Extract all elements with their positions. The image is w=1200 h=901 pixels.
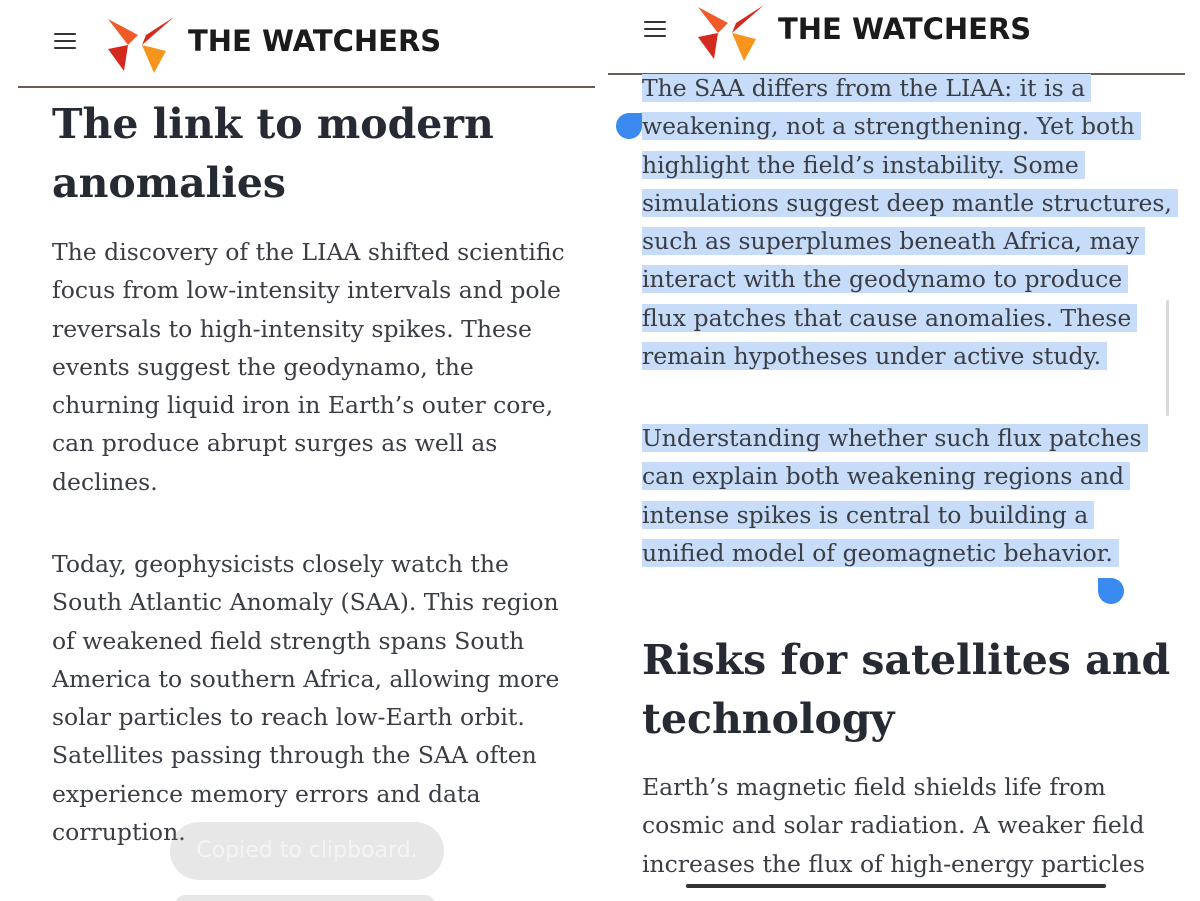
right-screenshot xyxy=(600,0,1200,901)
menu-icon[interactable] xyxy=(644,21,668,39)
header-divider xyxy=(18,86,595,88)
clipboard-toast: Copied to clipboard. xyxy=(170,822,444,880)
brand-name[interactable]: THE WATCHERS xyxy=(188,24,442,58)
paragraph-liaa: The discovery of the LIAA shifted scientific focus from low-intensity intervals and pole reversals to high-intensity spikes. These events suggest the geodynamo, the churning liquid iron in Earth’s outer core, can produce abrupt surges as well as declines. xyxy=(52,238,565,496)
selected-paragraph-flux-patches[interactable]: Understanding whether such flux patches can explain both weakening regions and intense spikes is central to building a unified model of geomagnetic behavior. xyxy=(642,419,1148,572)
watchers-logo-icon[interactable] xyxy=(696,3,766,61)
brand-name[interactable]: THE WATCHERS xyxy=(778,12,1032,46)
paragraph-saa: Today, geophysicists closely watch the South Atlantic Anomaly (SAA). This region of weakened field strength spans South America to southern Africa, allowing more solar particles to reach low-Earth orbit. Satellites passing through the SAA often experience memory errors and data corruption. xyxy=(52,550,560,847)
paragraph-magnetic-shield: Earth’s magnetic field shields life from cosmic and solar radiation. A weaker field increases the flux of high-energy particles xyxy=(642,773,1145,878)
watchers-logo-icon[interactable] xyxy=(106,15,176,73)
selection-end-handle[interactable] xyxy=(1098,578,1124,604)
navigation-gesture-bar[interactable] xyxy=(686,884,1106,888)
section-heading-risks: Risks for satellites and technology xyxy=(642,636,1171,743)
menu-icon[interactable] xyxy=(54,33,78,51)
toast-shadow xyxy=(175,895,435,901)
selected-paragraph-saa-vs-liaa[interactable]: The SAA differs from the LIAA: it is a weakening, not a strengthening. Yet both highlight the field’s instability. Some simulations suggest deep mantle structures, such as superplumes beneath Africa, may interact with the geodynamo to produce flux patches that cause anomalies. These remain hypotheses under active study. xyxy=(642,69,1178,375)
section-heading: The link to modern anomalies xyxy=(52,100,494,207)
selection-start-handle[interactable] xyxy=(616,113,642,139)
scrollbar-thumb[interactable] xyxy=(1166,300,1169,416)
